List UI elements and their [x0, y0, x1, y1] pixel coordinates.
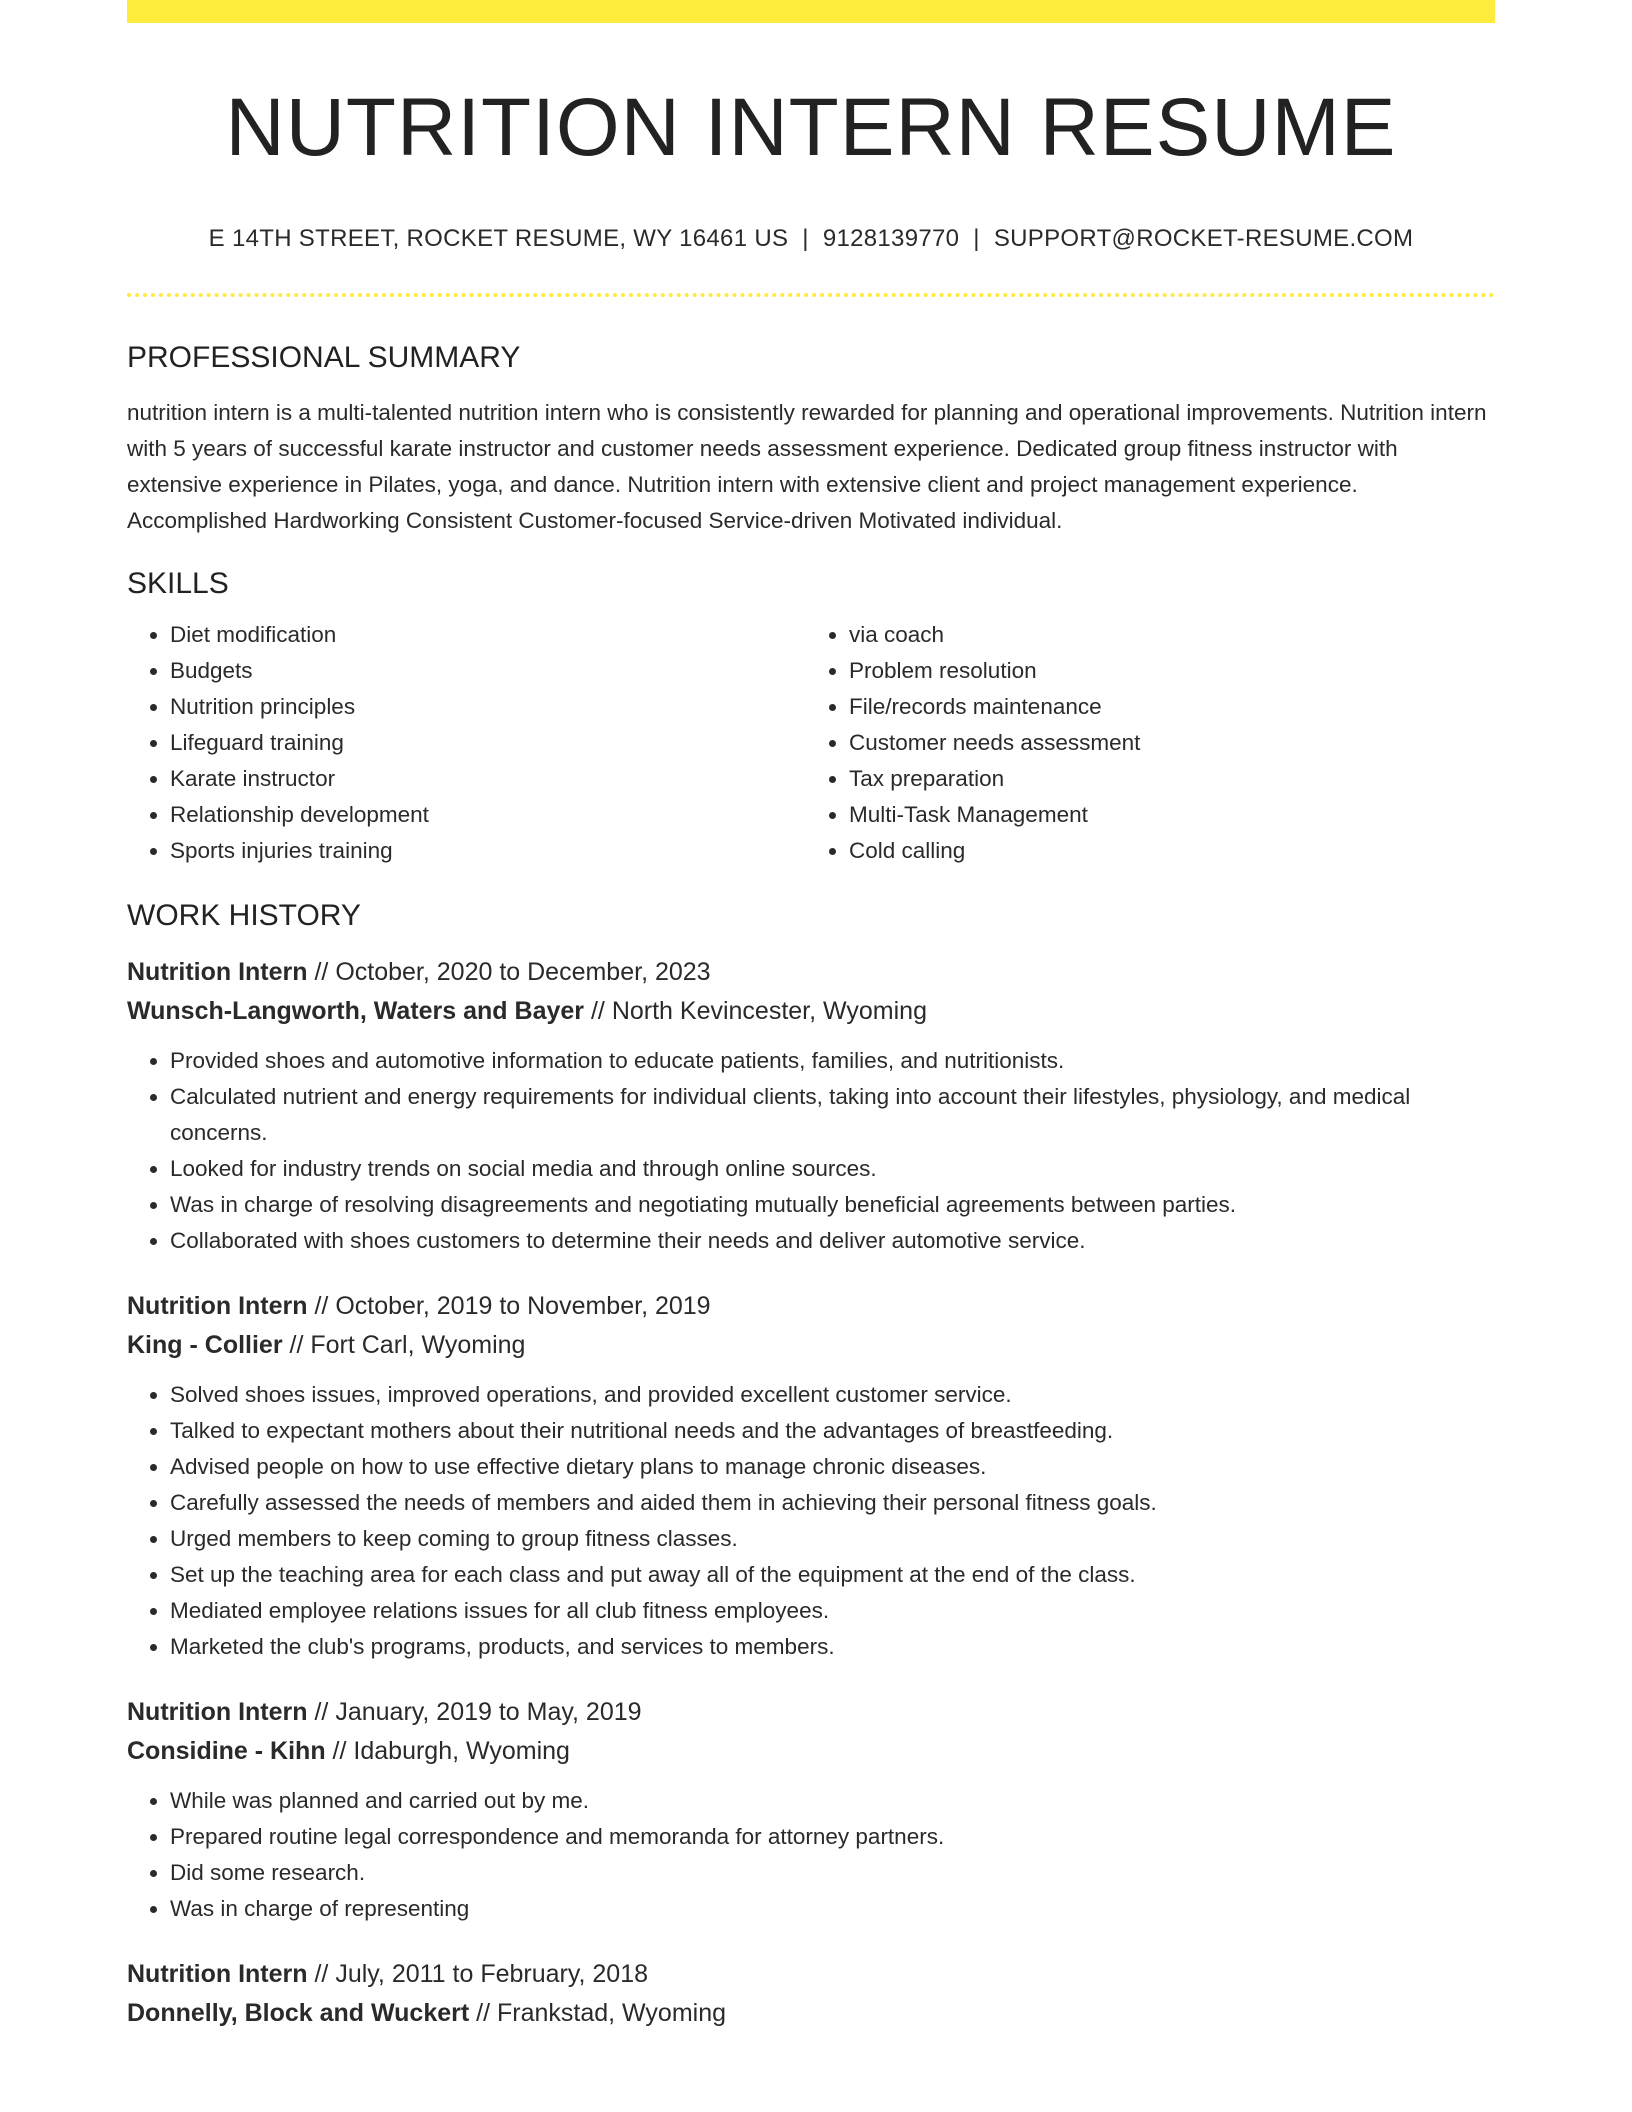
- job-title-line: [127, 1287, 1495, 1326]
- job-entry: [127, 1693, 1495, 1927]
- job-divider: //: [307, 1960, 336, 1989]
- job-location: Fort Carl, Wyoming: [310, 1331, 526, 1360]
- job-company: Considine - Kihn: [127, 1737, 326, 1766]
- job-entry: [127, 953, 1495, 1259]
- skill-item: • File/records maintenance: [849, 689, 1481, 725]
- job-bullet: • Solved shoes issues, improved operations, and provided excellent customer service.: [170, 1377, 1495, 1413]
- job-bullet: • Advised people on how to use effective dietary plans to manage chronic diseases.: [170, 1449, 1495, 1485]
- job-bullet: • Talked to expectant mothers about their nutritional needs and the advantages of breastfeeding.: [170, 1413, 1495, 1449]
- job-role: Nutrition Intern: [127, 958, 308, 987]
- job-dates: October, 2019 to November, 2019: [335, 1292, 711, 1321]
- job-dates: July, 2011 to February, 2018: [335, 1960, 649, 1989]
- job-dates: January, 2019 to May, 2019: [335, 1698, 642, 1727]
- job-entry: [127, 1955, 1495, 2033]
- job-divider: //: [307, 1698, 336, 1727]
- resume-title: NUTRITION INTERN RESUME: [225, 82, 1397, 173]
- dotted-divider: [127, 293, 1495, 297]
- skill-item: • Karate instructor: [170, 761, 802, 797]
- contact-phone: 9128139770: [822, 225, 960, 253]
- summary-text: nutrition intern is a multi-talented nutrition intern who is consistently rewarded for planning and operational improvements. Nutrition intern with 5 years of successful karate instructor and customer needs assessment experience. Dedicated group fitness instructor with extensive experience in Pilates, yoga, and dance. Nutrition intern with extensive client and project management experience. Accomplished Hardworking Consistent Customer-focused Service-driven Motivated individual.: [127, 400, 1487, 534]
- skill-item: • Problem resolution: [849, 653, 1481, 689]
- job-bullet: • Urged members to keep coming to group fitness classes.: [170, 1521, 1495, 1557]
- job-bullet: • Marketed the club's programs, products, and services to members.: [170, 1629, 1495, 1665]
- job-bullet: • Was in charge of resolving disagreements and negotiating mutually beneficial agreements between parties.: [170, 1187, 1495, 1223]
- job-divider: //: [307, 1292, 336, 1321]
- job-company: King - Collier: [127, 1331, 283, 1360]
- job-company: Donnelly, Block and Wuckert: [127, 1999, 470, 2028]
- job-bullet: • Carefully assessed the needs of members and aided them in achieving their personal fitness goals.: [170, 1485, 1495, 1521]
- job-company: Wunsch-Langworth, Waters and Bayer: [127, 997, 585, 1026]
- job-company-line: [127, 1732, 1495, 1771]
- skill-item: • Sports injuries training: [170, 833, 802, 869]
- job-bullet: • Prepared routine legal correspondence and memoranda for attorney partners.: [170, 1819, 1495, 1855]
- job-bullets: [127, 1043, 1495, 1259]
- job-bullet: • Mediated employee relations issues for all club fitness employees.: [170, 1593, 1495, 1629]
- contact-line: [127, 225, 1495, 253]
- job-title-line: [127, 1955, 1495, 1994]
- resume-page: [127, 0, 1495, 2033]
- skill-item: • Customer needs assessment: [849, 725, 1481, 761]
- skills-column-right: [802, 617, 1481, 869]
- job-divider: //: [307, 958, 336, 987]
- contact-separator: |: [802, 225, 809, 253]
- job-location: Frankstad, Wyoming: [497, 1999, 727, 2028]
- skill-item: • Diet modification: [170, 617, 802, 653]
- job-bullet: • Collaborated with shoes customers to determine their needs and deliver automotive service.: [170, 1223, 1495, 1259]
- job-bullet: • While was planned and carried out by me.: [170, 1783, 1495, 1819]
- work-history-heading: WORK HISTORY: [127, 899, 361, 933]
- job-title-line: [127, 1693, 1495, 1732]
- job-company-line: [127, 1994, 1495, 2033]
- job-entry: [127, 1287, 1495, 1665]
- job-bullet: • Calculated nutrient and energy requirements for individual clients, taking into account their lifestyles, physiology, and medical concerns.: [170, 1079, 1495, 1151]
- job-bullet: • Did some research.: [170, 1855, 1495, 1891]
- job-role: Nutrition Intern: [127, 1960, 308, 1989]
- skill-item: • via coach: [849, 617, 1481, 653]
- job-bullet: • Set up the teaching area for each class and put away all of the equipment at the end of the class.: [170, 1557, 1495, 1593]
- skill-item: • Budgets: [170, 653, 802, 689]
- job-location: North Kevincester, Wyoming: [611, 997, 927, 1026]
- job-divider: //: [584, 997, 612, 1026]
- skills-column-left: [127, 617, 802, 869]
- contact-address: E 14TH STREET, ROCKET RESUME, WY 16461 US: [208, 225, 789, 253]
- job-location: Idaburgh, Wyoming: [353, 1737, 570, 1766]
- job-dates: October, 2020 to December, 2023: [335, 958, 711, 987]
- job-role: Nutrition Intern: [127, 1698, 308, 1727]
- job-divider: //: [469, 1999, 497, 2028]
- skill-item: • Multi-Task Management: [849, 797, 1481, 833]
- contact-email: SUPPORT@ROCKET-RESUME.COM: [993, 225, 1414, 253]
- skills-list: [127, 617, 1495, 869]
- skill-item: • Relationship development: [170, 797, 802, 833]
- job-bullets: [127, 1377, 1495, 1665]
- job-divider: //: [325, 1737, 354, 1766]
- skill-item: • Lifeguard training: [170, 725, 802, 761]
- job-bullet: • Was in charge of representing: [170, 1891, 1495, 1927]
- job-role: Nutrition Intern: [127, 1292, 308, 1321]
- top-accent-bar: [127, 0, 1495, 23]
- contact-separator: |: [973, 225, 980, 253]
- job-company-line: [127, 992, 1495, 1031]
- skill-item: • Cold calling: [849, 833, 1481, 869]
- job-bullet: • Looked for industry trends on social media and through online sources.: [170, 1151, 1495, 1187]
- skill-item: • Tax preparation: [849, 761, 1481, 797]
- job-divider: //: [282, 1331, 311, 1360]
- job-title-line: [127, 953, 1495, 992]
- job-company-line: [127, 1326, 1495, 1365]
- skills-heading: SKILLS: [127, 567, 229, 601]
- summary-heading: PROFESSIONAL SUMMARY: [127, 341, 521, 375]
- job-bullets: [127, 1783, 1495, 1927]
- skill-item: • Nutrition principles: [170, 689, 802, 725]
- job-bullet: • Provided shoes and automotive information to educate patients, families, and nutritionists.: [170, 1043, 1495, 1079]
